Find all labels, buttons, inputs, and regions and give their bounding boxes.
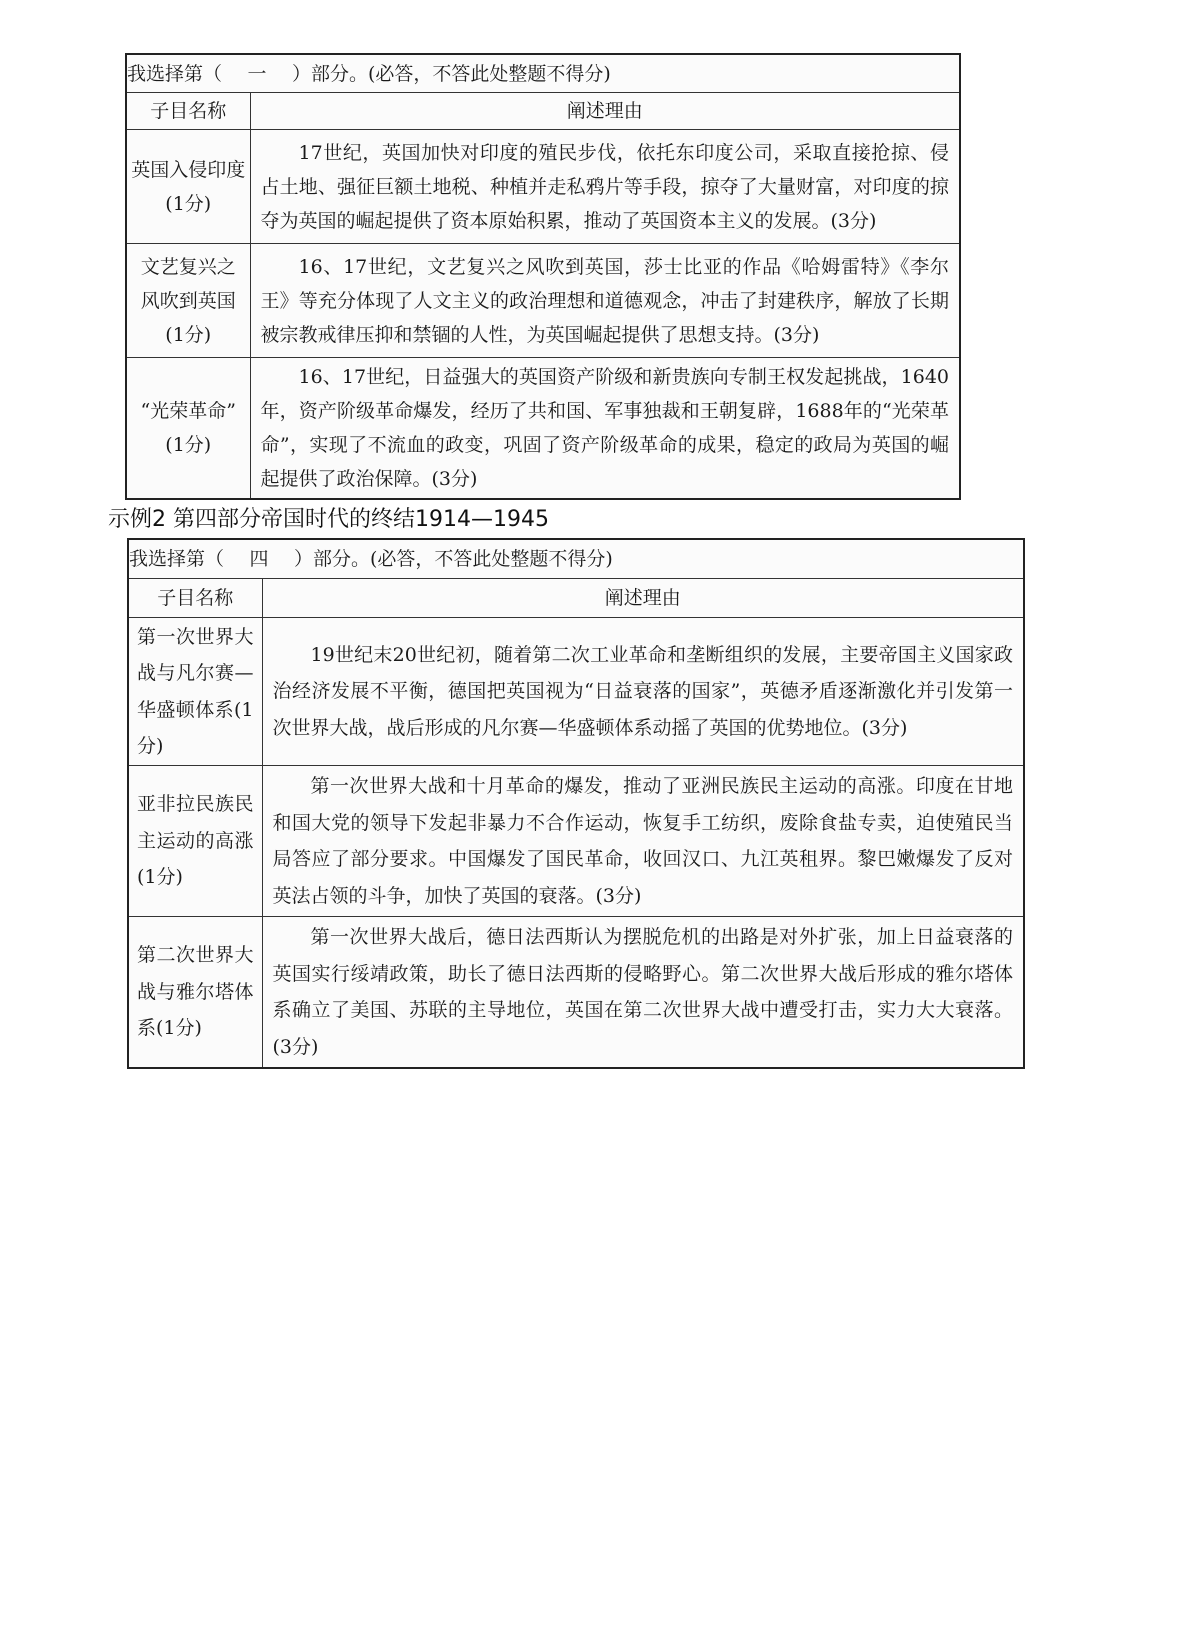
answer-table-part-four bbox=[127, 538, 1025, 1069]
reason-cell bbox=[262, 766, 1024, 917]
example-caption: 示例2 第四部分帝国时代的终结1914—1945 bbox=[108, 507, 549, 532]
reason-cell bbox=[250, 358, 960, 500]
selection-cell bbox=[128, 539, 1024, 579]
reason-text: 第一次世界大战后，德日法西斯认为摆脱危机的出路是对外扩张，加上日益衰落的英国实行绥靖政策，助长了德日法西斯的侵略野心。第二次世界大战后形成的雅尔塔体系确立了美国、苏联的主导地位，英国在第二次世界大战中遭受打击，实力大大衰落。(3分) bbox=[272, 926, 1013, 1058]
column-header-reason: 阐述理由 bbox=[262, 579, 1024, 618]
column-header-name: 子目名称 bbox=[126, 93, 250, 130]
reason-cell bbox=[262, 917, 1024, 1069]
column-header-name: 子目名称 bbox=[128, 579, 262, 618]
table-row bbox=[128, 618, 1024, 766]
subitem-score: (1分) bbox=[165, 192, 212, 215]
reason-cell bbox=[250, 244, 960, 358]
column-header-reason: 阐述理由 bbox=[250, 93, 960, 130]
reason-text: 17世纪，英国加快对印度的殖民步伐，依托东印度公司，采取直接抢掠、侵占土地、强征巨额土地税、种植并走私鸦片等手段，掠夺了大量财富，对印度的掠夺为英国的崛起提供了资本原始积累，推动了英国资本主义的发展。(3分) bbox=[260, 141, 949, 232]
reason-cell bbox=[262, 618, 1024, 766]
reason-text: 16、17世纪，文艺复兴之风吹到英国，莎士比亚的作品《哈姆雷特》《李尔王》等充分体现了人文主义的政治理想和道德观念，冲击了封建秩序，解放了长期被宗教戒律压抑和禁锢的人性，为英国崛起提供了思想支持。(3分) bbox=[260, 255, 949, 346]
subitem-name: 文艺复兴之风吹到英国 bbox=[140, 255, 236, 312]
reason-text: 第一次世界大战和十月革命的爆发，推动了亚洲民族民主运动的高涨。印度在甘地和国大党的领导下发起非暴力不合作运动，恢复手工纺织，废除食盐专卖，迫使殖民当局答应了部分要求。中国爆发了国民革命，收回汉口、九江英租界。黎巴嫩爆发了反对英法占领的斗争，加快了英国的衰落。(3分) bbox=[272, 775, 1013, 907]
reason-text: 16、17世纪，日益强大的英国资产阶级和新贵族向专制王权发起挑战，1640年，资产阶级革命爆发，经历了共和国、军事独裁和王朝复辟，1688年的“光荣革命”，实现了不流血的政变，巩固了资产阶级革命的成果，稳定的政局为英国的崛起提供了政治保障。(3分) bbox=[260, 366, 949, 490]
subitem-name: 英国入侵印度 bbox=[131, 158, 246, 181]
subitem-name-cell bbox=[126, 244, 250, 358]
subitem-name-cell bbox=[126, 358, 250, 500]
subitem-name: 第一次世界大战与凡尔赛—华盛顿体系(1分) bbox=[137, 625, 254, 757]
subitem-name: “光荣革命” bbox=[140, 400, 236, 422]
selection-prefix: 我选择第（ bbox=[129, 547, 225, 570]
subitem-score: (1分) bbox=[165, 323, 212, 346]
reason-cell bbox=[250, 130, 960, 244]
answer-table-part-one bbox=[125, 53, 961, 500]
subitem-name: 第二次世界大战与雅尔塔体系(1分) bbox=[137, 944, 254, 1040]
selection-number: 一 bbox=[247, 62, 267, 85]
header-row bbox=[128, 579, 1024, 618]
selection-prefix: 我选择第（ bbox=[127, 62, 223, 85]
subitem-name-cell bbox=[128, 917, 262, 1069]
table-row bbox=[126, 244, 960, 358]
selection-row bbox=[126, 54, 960, 93]
selection-suffix: ）部分。(必答，不答此处整题不得分) bbox=[292, 62, 611, 85]
subitem-name-cell bbox=[128, 766, 262, 917]
subitem-name-cell bbox=[126, 130, 250, 244]
table-row bbox=[126, 358, 960, 500]
selection-suffix: ）部分。(必答，不答此处整题不得分) bbox=[294, 547, 613, 570]
subitem-score: (1分) bbox=[165, 434, 212, 456]
subitem-name-cell bbox=[128, 618, 262, 766]
selection-row bbox=[128, 539, 1024, 579]
table-row bbox=[126, 130, 960, 244]
table-row bbox=[128, 917, 1024, 1069]
table-row bbox=[128, 766, 1024, 917]
selection-number: 四 bbox=[249, 547, 269, 570]
subitem-name: 亚非拉民族民主运动的高涨(1分) bbox=[137, 793, 254, 889]
selection-cell bbox=[126, 54, 960, 93]
reason-text: 19世纪末20世纪初，随着第二次工业革命和垄断组织的发展，主要帝国主义国家政治经济发展不平衡，德国把英国视为“日益衰落的国家”，英德矛盾逐渐激化并引发第一次世界大战，战后形成的凡尔赛—华盛顿体系动摇了英国的优势地位。(3分) bbox=[272, 643, 1013, 739]
header-row bbox=[126, 93, 960, 130]
